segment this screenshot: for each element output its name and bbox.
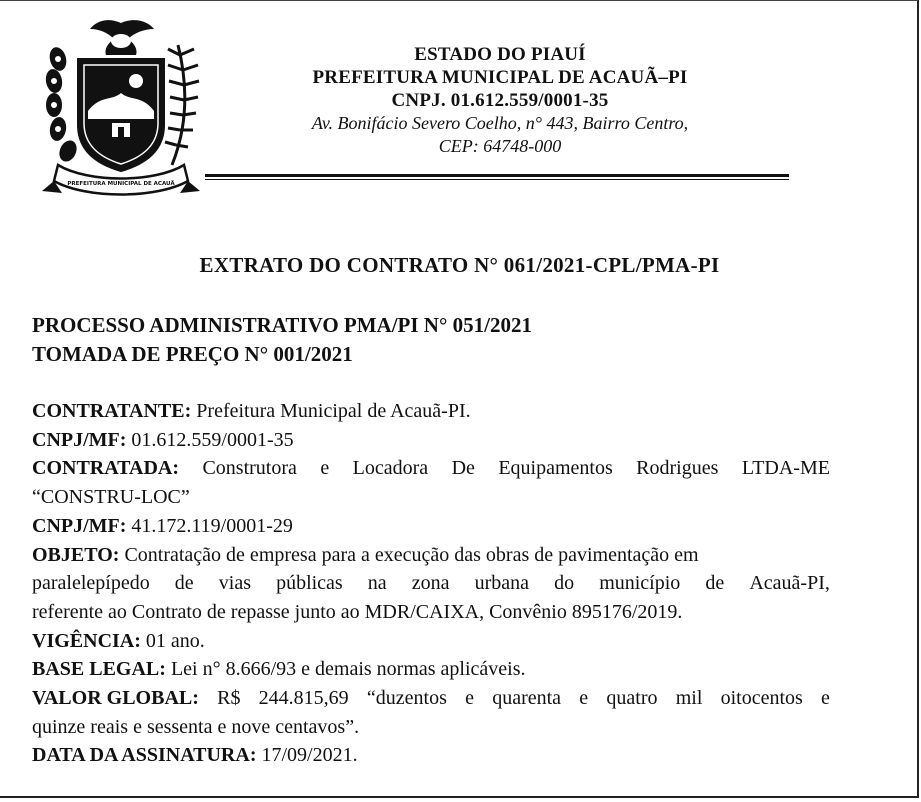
contratada-word: Rodrigues <box>636 457 719 480</box>
header-cep: CEP: 64748-000 <box>438 136 562 156</box>
contratante-line <box>32 397 830 426</box>
vigencia-line <box>32 627 830 656</box>
contratada-line <box>32 454 830 483</box>
objeto-line-2 <box>32 569 830 598</box>
valor-word: quatro <box>606 687 658 710</box>
cnpj-contratante-value: 01.612.559/0001-35 <box>131 428 294 451</box>
header-divider <box>205 174 789 180</box>
process-block <box>32 311 832 369</box>
header-address: Av. Bonifácio Severo Coelho, n° 443, Bairro Centro, <box>311 113 689 133</box>
vigencia-value: 01 ano. <box>145 629 205 652</box>
valor-word: e <box>579 687 589 710</box>
letterhead <box>210 43 790 158</box>
cnpj-contratante-line <box>32 426 830 455</box>
objeto-word: Acauã-PI, <box>749 572 830 595</box>
objeto-word: município <box>599 572 681 595</box>
objeto-line-1 <box>32 541 830 570</box>
document-title: EXTRATO DO CONTRATO N° 061/2021-CPL/PMA-PI <box>199 253 720 277</box>
contratada-word: De <box>451 457 475 480</box>
objeto-word: de <box>174 572 194 595</box>
contratada-label: CONTRATADA: <box>32 457 180 480</box>
valor-line-2: quinze reais e sessenta e nove centavos”. <box>32 715 360 738</box>
base-legal-line <box>32 655 830 684</box>
valor-word: mil <box>675 687 703 710</box>
coat-of-arms-seal <box>38 15 204 205</box>
state-name: ESTADO DO PIAUÍ <box>414 44 586 65</box>
valor-word: e <box>465 687 474 710</box>
assinatura-label: DATA DA ASSINATURA: <box>32 744 257 767</box>
municipality-name: PREFEITURA MUNICIPAL DE ACAUÃ–PI <box>312 67 688 88</box>
base-legal-value: Lei n° 8.666/93 e demais normas aplicáveis. <box>170 658 526 681</box>
contratada-word: Construtora <box>202 457 297 480</box>
valor-line-1 <box>32 684 830 713</box>
header-cnpj: CNPJ. 01.612.559/0001-35 <box>391 90 609 111</box>
valor-label: VALOR GLOBAL: <box>32 687 199 710</box>
contratada-word: LTDA-ME <box>741 457 830 480</box>
cnpj-contratada-line <box>32 512 830 541</box>
objeto-word: zona <box>411 572 450 595</box>
contratada-word: Equipamentos <box>498 457 613 480</box>
objeto-label: OBJETO: <box>32 543 120 566</box>
base-legal-label: BASE LEGAL: <box>32 658 166 681</box>
contratante-label: CONTRATANTE: <box>32 400 192 422</box>
objeto-word: na <box>367 572 387 595</box>
valor-word: R$ <box>217 687 241 710</box>
objeto-word: paralelepípedo <box>32 572 150 595</box>
assinatura-line <box>32 741 830 770</box>
contratada-trade-name: “CONSTRU-LOC” <box>32 486 190 509</box>
objeto-word: de <box>705 572 725 595</box>
objeto-value: Contratação de empresa para a execução das obras de pavimentação em <box>124 543 699 566</box>
cnpj-contratada-label: CNPJ/MF: <box>32 514 127 537</box>
objeto-word: do <box>554 572 575 595</box>
cnpj-contratada-value: 41.172.119/0001-29 <box>131 514 293 537</box>
tender-number: TOMADA DE PREÇO N° 001/2021 <box>32 342 353 366</box>
vigencia-label: VIGÊNCIA: <box>32 629 141 652</box>
ribbon-text: PREFEITURA MUNICIPAL DE ACAUÃ <box>67 181 175 187</box>
objeto-word: públicas <box>276 572 343 595</box>
valor-word: oitocentos <box>720 687 803 710</box>
valor-word: quarenta <box>492 687 562 710</box>
contratante-value: Prefeitura Municipal de Acauã-PI. <box>196 400 471 422</box>
objeto-word: vias <box>218 572 251 595</box>
valor-word: 244.815,69 <box>258 687 349 710</box>
cnpj-contratante-label: CNPJ/MF: <box>32 428 127 451</box>
valor-word: e <box>821 687 830 710</box>
contratada-word: e <box>320 457 330 480</box>
assinatura-value: 17/09/2021. <box>261 744 358 767</box>
process-number: PROCESSO ADMINISTRATIVO PMA/PI N° 051/2021 <box>32 313 532 337</box>
valor-word: “duzentos <box>366 687 447 710</box>
objeto-line-3: referente ao Contrato de repasse junto ao MDR/CAIXA, Convênio 895176/2019. <box>32 600 683 623</box>
objeto-word: urbana <box>474 572 530 595</box>
contract-details <box>32 397 830 770</box>
contratada-word: Locadora <box>352 457 429 480</box>
